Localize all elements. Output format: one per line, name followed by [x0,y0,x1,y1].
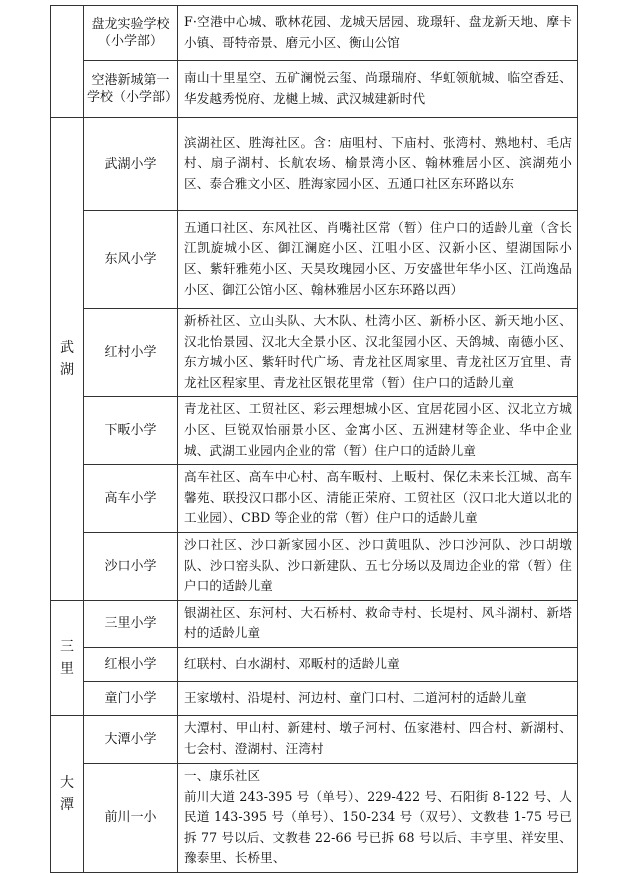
zone-description: 银湖社区、东河村、大石桥村、救命寺村、长堤村、风斗湖村、新塔村的适龄儿童 [178,600,578,647]
zone-heading: 一、康乐社区 [184,767,261,783]
table-row [51,600,578,647]
school-name: 高车小学 [84,465,178,533]
zone-description [178,763,578,872]
table-row [51,715,578,763]
district-cell [51,715,84,872]
zone-description: F·空港中心城、歌林花园、龙城天居园、珑璟轩、盘龙新天地、摩卡小镇、哥特帝景、磨元小区、衡山公馆 [178,6,578,61]
table-row [51,681,578,715]
zone-description: 滨湖社区、胜海社区。含：庙咀村、下庙村、张湾村、熟地村、毛店村、扇子湖村、长航农场、榆景湾小区、翰林雅居小区、滨湖苑小区、泰合雅文小区、胜海家园小区、五通口社区东环路以东 [178,118,578,211]
zone-description: 红联村、白水湖村、邓畈村的适龄儿童 [178,647,578,681]
table-row [51,309,578,397]
zone-description: 新桥社区、立山头队、大木队、杜湾小区、新桥小区、新天地小区、汉北怡景园、汉北大全景小区、汉北玺园小区、天鸽城、南德小区、东方城小区、紫轩时代广场、青龙社区周家里、青龙社区万宜里、青龙社区程家里、青龙社区银花里常（暂）住户口的适龄儿童 [178,309,578,397]
district-cell [51,6,84,118]
school-name: 红村小学 [84,309,178,397]
district-cell [51,600,84,715]
school-name: 武湖小学 [84,118,178,211]
zone-description: 南山十里星空、五矿澜悦云玺、尚璟瑞府、华虹领航城、临空香廷、华发越秀悦府、龙樾上城、武汉城建新时代 [178,61,578,118]
table-row [51,647,578,681]
table-row [51,211,578,309]
school-name: 大潭小学 [84,715,178,763]
zone-description: 高车社区、高车中心村、高车畈村、上畈村、保亿未来长江城、高车馨苑、联投汉口郡小区、清能正荣府、工贸社区（汉口北大道以北的工业园）、CBD 等企业的常（暂）住户口的适龄儿童 [178,465,578,533]
zone-description: 大潭村、甲山村、新建村、墩子河村、伍家港村、四合村、新湖村、七会村、澄湖村、汪湾村 [178,715,578,763]
district-name: 大潭 [60,774,74,813]
school-name: 下畈小学 [84,397,178,465]
district-name: 三里 [60,638,74,677]
table-row [51,118,578,211]
school-name: 空港新城第一学校（小学部） [84,61,178,118]
school-name: 东风小学 [84,211,178,309]
enrollment-zone-table [50,5,578,873]
zone-description: 沙口社区、沙口新家园小区、沙口黄咀队、沙口沙河队、沙口胡墩队、沙口窑头队、沙口新建队、五七分场以及周边企业的常（暂）住户口的适龄儿童 [178,532,578,600]
school-name: 盘龙实验学校（小学部） [84,6,178,61]
table-row [51,465,578,533]
zone-description: 青龙社区、工贸社区、彩云理想城小区、宜居花园小区、汉北立方城小区、巨锐双怡丽景小区、金寓小区、五洲建材等企业、华中企业城、武湖工业园内企业的常（暂）住户口的适龄儿童 [178,397,578,465]
district-cell [51,118,84,601]
zone-description: 王家墩村、沿堤村、河边村、童门口村、二道河村的适龄儿童 [178,681,578,715]
table-row [51,61,578,118]
school-name: 红根小学 [84,647,178,681]
table-row [51,397,578,465]
zone-description: 五通口社区、东风社区、肖嘴社区常（暂）住户口的适龄儿童（含长江凯旋城小区、御江澜庭小区、江咀小区、汉新小区、望湖国际小区、紫轩雅苑小区、天昊玫瑰园小区、万安盛世年华小区、江尚逸品小区、御江公馆小区、翰林雅居小区东环路以西） [178,211,578,309]
school-name: 沙口小学 [84,532,178,600]
school-name: 童门小学 [84,681,178,715]
table-row [51,6,578,61]
district-name: 武湖 [60,339,74,378]
table-row [51,532,578,600]
zone-address-list: 前川大道 243-395 号（单号）、229-422 号、石阳街 8-122 号、人民道 143-395 号（单号）、150-234 号（双号）、文教巷 1-75 号已拆 77 号以后、文教巷 22-66 号已拆 68 号以后、丰亨里、祥安里、豫泰里、长桥里、 [184,788,572,866]
table-row [51,763,578,872]
school-name: 三里小学 [84,600,178,647]
school-name: 前川一小 [84,763,178,872]
